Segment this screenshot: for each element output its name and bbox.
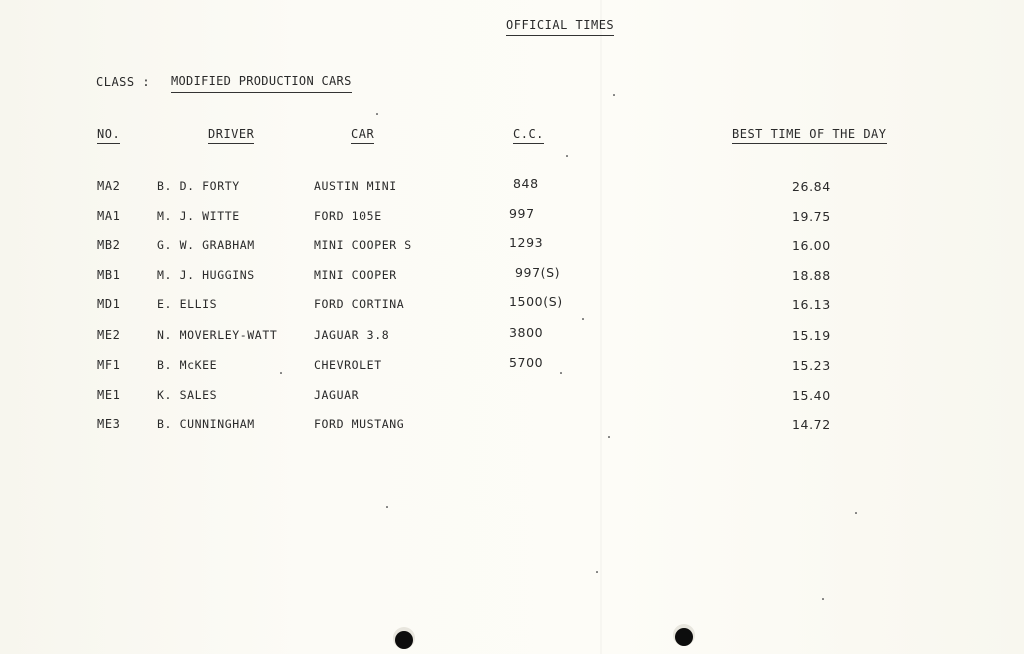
row-best-time: 16.00 <box>792 238 831 253</box>
paper-speck <box>386 506 388 508</box>
row-driver: M. J. HUGGINS <box>157 268 255 282</box>
row-best-time: 14.72 <box>792 417 831 432</box>
table-row <box>0 235 1024 268</box>
row-car: AUSTIN MINI <box>314 179 397 193</box>
table-row <box>0 325 1024 358</box>
row-best-time: 18.88 <box>792 268 831 283</box>
row-best-time: 16.13 <box>792 297 831 312</box>
row-driver: B. D. FORTY <box>157 179 240 193</box>
paper-speck <box>596 571 598 573</box>
paper-speck <box>376 113 378 115</box>
row-driver: B. CUNNINGHAM <box>157 417 255 431</box>
row-no: MB1 <box>97 268 121 282</box>
row-car: MINI COOPER S <box>314 238 412 252</box>
header-best-time: BEST TIME OF THE DAY <box>732 127 887 144</box>
paper-speck <box>613 94 615 96</box>
table-row <box>0 355 1024 388</box>
row-no: MF1 <box>97 358 121 372</box>
row-no: ME3 <box>97 417 121 431</box>
paper-speck <box>855 512 857 514</box>
row-cc: 997(S) <box>515 265 561 280</box>
row-car: CHEVROLET <box>314 358 382 372</box>
paper-speck <box>566 155 568 157</box>
row-driver: B. McKEE <box>157 358 218 372</box>
paper-speck <box>280 372 282 374</box>
row-cc: 1293 <box>509 235 544 250</box>
row-cc: 5700 <box>509 355 544 370</box>
row-car: FORD MUSTANG <box>314 417 405 431</box>
row-car: FORD CORTINA <box>314 297 405 311</box>
table-row <box>0 388 1024 418</box>
row-driver: K. SALES <box>157 388 218 402</box>
row-best-time: 15.40 <box>792 388 831 403</box>
paper-speck <box>608 436 610 438</box>
row-car: JAGUAR 3.8 <box>314 328 390 342</box>
document-title: OFFICIAL TIMES <box>506 18 614 36</box>
paper-speck <box>560 372 562 374</box>
header-no: NO. <box>97 127 120 144</box>
row-no: MB2 <box>97 238 121 252</box>
row-cc: 3800 <box>509 325 544 340</box>
row-driver: M. J. WITTE <box>157 209 240 223</box>
header-driver: DRIVER <box>208 127 254 144</box>
row-car: FORD 105E <box>314 209 382 223</box>
table-row <box>0 294 1024 327</box>
row-cc: 848 <box>513 176 539 191</box>
row-no: MA1 <box>97 209 121 223</box>
table-row <box>0 176 1024 209</box>
row-cc: 997 <box>509 206 535 221</box>
row-no: MD1 <box>97 297 121 311</box>
row-no: MA2 <box>97 179 121 193</box>
row-best-time: 26.84 <box>792 179 831 194</box>
class-value: MODIFIED PRODUCTION CARS <box>171 74 352 93</box>
table-row <box>0 417 1024 447</box>
row-driver: E. ELLIS <box>157 297 218 311</box>
header-cc: C.C. <box>513 127 544 144</box>
paper-speck <box>582 318 584 320</box>
paper-fold <box>600 0 602 654</box>
row-driver: N. MOVERLEY-WATT <box>157 328 278 342</box>
punch-hole <box>675 628 693 646</box>
row-best-time: 15.23 <box>792 358 831 373</box>
header-car: CAR <box>351 127 374 144</box>
row-car: JAGUAR <box>314 388 360 402</box>
row-best-time: 19.75 <box>792 209 831 224</box>
row-best-time: 15.19 <box>792 328 831 343</box>
row-no: ME1 <box>97 388 121 402</box>
punch-hole <box>395 631 413 649</box>
row-driver: G. W. GRABHAM <box>157 238 255 252</box>
row-no: ME2 <box>97 328 121 342</box>
row-car: MINI COOPER <box>314 268 397 282</box>
class-label: CLASS : <box>96 75 151 89</box>
paper-speck <box>822 598 824 600</box>
row-cc: 1500(S) <box>509 294 563 309</box>
